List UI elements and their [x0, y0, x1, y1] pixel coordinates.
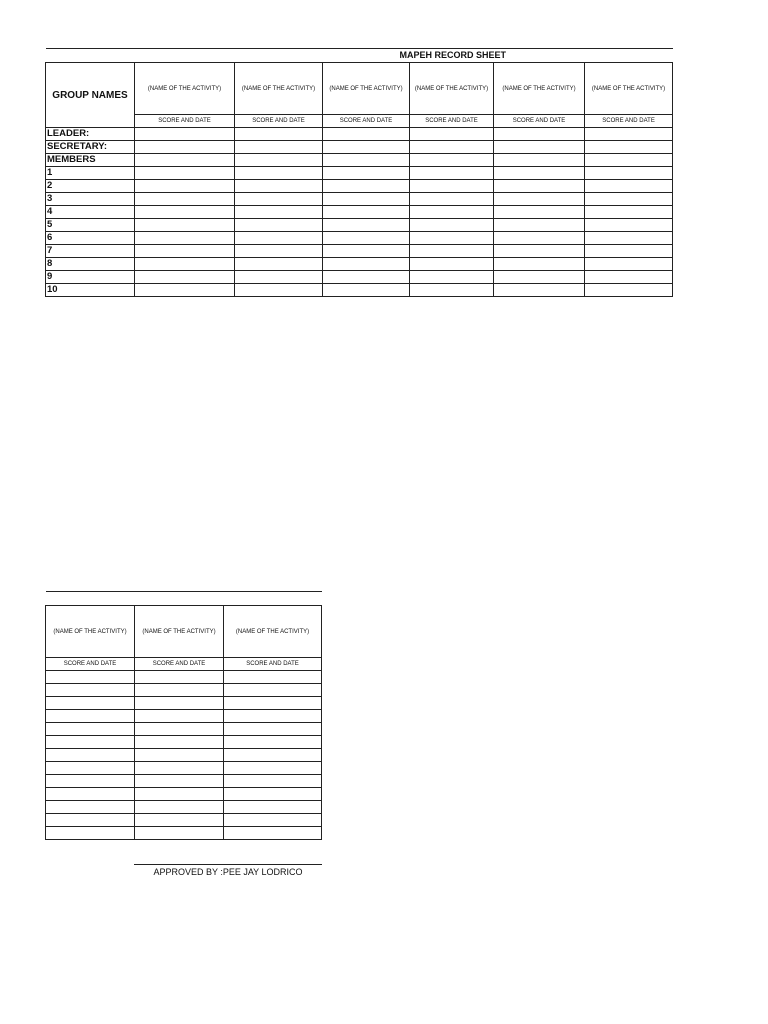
score-cell[interactable]: [224, 827, 322, 840]
row-label: LEADER:: [46, 128, 135, 141]
table-row: [46, 258, 673, 271]
row-label: 2: [46, 180, 135, 193]
table-row: [46, 128, 673, 141]
score-cell[interactable]: [323, 271, 410, 284]
score-cell[interactable]: [494, 154, 585, 167]
score-cell[interactable]: [494, 232, 585, 245]
score-cell[interactable]: [585, 245, 673, 258]
score-cell[interactable]: [585, 154, 673, 167]
score-cell[interactable]: [46, 723, 135, 736]
score-cell[interactable]: [135, 180, 235, 193]
score-cell[interactable]: [46, 684, 135, 697]
score-cell[interactable]: [323, 141, 410, 154]
table-row: [46, 271, 673, 284]
score-cell[interactable]: [46, 788, 135, 801]
score-cell[interactable]: [224, 671, 322, 684]
score-cell[interactable]: [224, 684, 322, 697]
score-cell[interactable]: [323, 258, 410, 271]
score-cell[interactable]: [323, 167, 410, 180]
score-cell[interactable]: [235, 258, 323, 271]
row-label: 5: [46, 219, 135, 232]
score-cell[interactable]: [235, 219, 323, 232]
score-cell[interactable]: [224, 775, 322, 788]
score-cell[interactable]: [235, 193, 323, 206]
score-cell[interactable]: [135, 284, 235, 297]
row-label: 1: [46, 167, 135, 180]
score-cell[interactable]: [46, 697, 135, 710]
table-row: [46, 814, 322, 827]
score-cell[interactable]: [46, 671, 135, 684]
score-cell[interactable]: [135, 801, 224, 814]
score-cell[interactable]: [410, 167, 494, 180]
score-cell[interactable]: [410, 206, 494, 219]
score-cell[interactable]: [235, 284, 323, 297]
row-label: MEMBERS: [46, 154, 135, 167]
score-cell[interactable]: [135, 697, 224, 710]
table-row: [46, 671, 322, 684]
score-cell[interactable]: [410, 258, 494, 271]
activity-header: (NAME OF THE ACTIVITY): [235, 63, 323, 115]
row-label: 10: [46, 284, 135, 297]
score-cell[interactable]: [235, 154, 323, 167]
score-cell[interactable]: [46, 814, 135, 827]
table-row: [46, 219, 673, 232]
score-date-header: SCORE AND DATE: [585, 115, 673, 128]
score-cell[interactable]: [235, 206, 323, 219]
record-sheet-table-2: [45, 591, 322, 840]
score-cell[interactable]: [585, 284, 673, 297]
score-cell[interactable]: [135, 141, 235, 154]
score-cell[interactable]: [585, 206, 673, 219]
score-cell[interactable]: [585, 141, 673, 154]
row-label: 3: [46, 193, 135, 206]
score-date-header: SCORE AND DATE: [224, 658, 322, 671]
score-cell[interactable]: [235, 232, 323, 245]
score-cell[interactable]: [135, 154, 235, 167]
score-cell[interactable]: [235, 271, 323, 284]
score-cell[interactable]: [323, 154, 410, 167]
score-cell[interactable]: [494, 193, 585, 206]
score-cell[interactable]: [585, 232, 673, 245]
score-cell[interactable]: [224, 710, 322, 723]
score-cell[interactable]: [235, 167, 323, 180]
score-cell[interactable]: [585, 180, 673, 193]
score-cell[interactable]: [224, 814, 322, 827]
activity-header: (NAME OF THE ACTIVITY): [135, 606, 224, 658]
table-row: [46, 788, 322, 801]
score-cell[interactable]: [135, 827, 224, 840]
table-row: [46, 775, 322, 788]
title-row: [46, 49, 673, 63]
activity-header: (NAME OF THE ACTIVITY): [224, 606, 322, 658]
score-cell[interactable]: [224, 801, 322, 814]
table-row: [46, 710, 322, 723]
score-cell[interactable]: [135, 232, 235, 245]
score-cell[interactable]: [135, 167, 235, 180]
score-cell[interactable]: [135, 749, 224, 762]
table-row: [46, 206, 673, 219]
table-row: [46, 723, 322, 736]
score-cell[interactable]: [135, 193, 235, 206]
score-cell[interactable]: [323, 128, 410, 141]
score-cell[interactable]: [494, 258, 585, 271]
activity-header-row: [46, 606, 322, 658]
activity-header: (NAME OF THE ACTIVITY): [410, 63, 494, 115]
score-date-header-row: [46, 115, 673, 128]
score-cell[interactable]: [46, 749, 135, 762]
score-cell[interactable]: [494, 167, 585, 180]
activity-header: (NAME OF THE ACTIVITY): [135, 63, 235, 115]
record-sheet-table: [45, 48, 673, 297]
blank-title-cell: [46, 592, 322, 606]
score-cell[interactable]: [46, 827, 135, 840]
table-row: [46, 697, 322, 710]
score-cell[interactable]: [323, 206, 410, 219]
row-label: 4: [46, 206, 135, 219]
score-cell[interactable]: [494, 284, 585, 297]
score-cell[interactable]: [585, 193, 673, 206]
record-sheet-body: [46, 49, 673, 297]
score-cell[interactable]: [46, 710, 135, 723]
score-cell[interactable]: [135, 206, 235, 219]
score-cell[interactable]: [494, 180, 585, 193]
score-cell[interactable]: [494, 219, 585, 232]
score-cell[interactable]: [135, 671, 224, 684]
score-cell[interactable]: [135, 684, 224, 697]
score-cell[interactable]: [585, 167, 673, 180]
row-label: 8: [46, 258, 135, 271]
score-cell[interactable]: [224, 736, 322, 749]
table-row: [46, 141, 673, 154]
score-cell[interactable]: [494, 271, 585, 284]
score-cell[interactable]: [46, 736, 135, 749]
score-cell[interactable]: [224, 749, 322, 762]
score-date-header: SCORE AND DATE: [494, 115, 585, 128]
score-cell[interactable]: [410, 219, 494, 232]
score-date-header: SCORE AND DATE: [323, 115, 410, 128]
score-cell[interactable]: [323, 219, 410, 232]
score-cell[interactable]: [410, 180, 494, 193]
score-cell[interactable]: [494, 141, 585, 154]
score-cell[interactable]: [410, 128, 494, 141]
score-cell[interactable]: [494, 206, 585, 219]
score-date-header: SCORE AND DATE: [235, 115, 323, 128]
score-cell[interactable]: [135, 245, 235, 258]
score-cell[interactable]: [135, 219, 235, 232]
approval-line: APPROVED BY :PEE JAY LODRICO: [134, 864, 322, 879]
score-cell[interactable]: [224, 762, 322, 775]
score-cell[interactable]: [135, 762, 224, 775]
score-cell[interactable]: [235, 245, 323, 258]
score-cell[interactable]: [410, 141, 494, 154]
score-cell[interactable]: [410, 271, 494, 284]
table-row: [46, 736, 322, 749]
score-cell[interactable]: [224, 788, 322, 801]
score-cell[interactable]: [46, 801, 135, 814]
table-row: [46, 154, 673, 167]
score-cell[interactable]: [135, 258, 235, 271]
table-row: [46, 827, 322, 840]
score-date-header: SCORE AND DATE: [410, 115, 494, 128]
score-cell[interactable]: [494, 128, 585, 141]
sheet-title: MAPEH RECORD SHEET: [399, 50, 507, 60]
score-cell[interactable]: [585, 271, 673, 284]
score-cell[interactable]: [410, 284, 494, 297]
activity-header: (NAME OF THE ACTIVITY): [585, 63, 673, 115]
activity-header: (NAME OF THE ACTIVITY): [323, 63, 410, 115]
score-cell[interactable]: [585, 219, 673, 232]
table-row: [46, 684, 322, 697]
score-cell[interactable]: [135, 723, 224, 736]
table-row: [46, 749, 322, 762]
table-row: [46, 762, 322, 775]
score-cell[interactable]: [323, 232, 410, 245]
table-row: [46, 232, 673, 245]
score-cell[interactable]: [235, 180, 323, 193]
score-cell[interactable]: [410, 232, 494, 245]
table-row: [46, 167, 673, 180]
score-cell[interactable]: [410, 193, 494, 206]
score-cell[interactable]: [585, 258, 673, 271]
sheet-title-cell: [46, 49, 673, 63]
score-cell[interactable]: [494, 245, 585, 258]
row-label: SECRETARY:: [46, 141, 135, 154]
score-cell[interactable]: [323, 193, 410, 206]
score-cell[interactable]: [135, 788, 224, 801]
score-cell[interactable]: [135, 736, 224, 749]
group-names-header: GROUP NAMES: [46, 63, 135, 128]
score-cell[interactable]: [224, 697, 322, 710]
score-cell[interactable]: [410, 245, 494, 258]
row-label: 7: [46, 245, 135, 258]
score-cell[interactable]: [135, 710, 224, 723]
table-row: [46, 193, 673, 206]
activity-header: (NAME OF THE ACTIVITY): [46, 606, 135, 658]
score-cell[interactable]: [323, 180, 410, 193]
score-cell[interactable]: [235, 141, 323, 154]
score-cell[interactable]: [46, 762, 135, 775]
activity-header: (NAME OF THE ACTIVITY): [494, 63, 585, 115]
title-row: [46, 592, 322, 606]
score-date-header: SCORE AND DATE: [135, 115, 235, 128]
score-date-header: SCORE AND DATE: [46, 658, 135, 671]
score-cell[interactable]: [224, 723, 322, 736]
record-sheet-body-2: [46, 592, 322, 840]
activity-header-row: [46, 63, 673, 115]
table-row: [46, 245, 673, 258]
score-cell[interactable]: [46, 775, 135, 788]
table-row: [46, 284, 673, 297]
table-row: [46, 801, 322, 814]
score-cell[interactable]: [235, 128, 323, 141]
table-row: [46, 180, 673, 193]
score-date-header-row: [46, 658, 322, 671]
score-cell[interactable]: [135, 271, 235, 284]
score-cell[interactable]: [323, 284, 410, 297]
row-label: 9: [46, 271, 135, 284]
score-cell[interactable]: [585, 128, 673, 141]
score-cell[interactable]: [323, 245, 410, 258]
score-cell[interactable]: [135, 814, 224, 827]
score-date-header: SCORE AND DATE: [135, 658, 224, 671]
score-cell[interactable]: [410, 154, 494, 167]
row-label: 6: [46, 232, 135, 245]
score-cell[interactable]: [135, 775, 224, 788]
score-cell[interactable]: [135, 128, 235, 141]
